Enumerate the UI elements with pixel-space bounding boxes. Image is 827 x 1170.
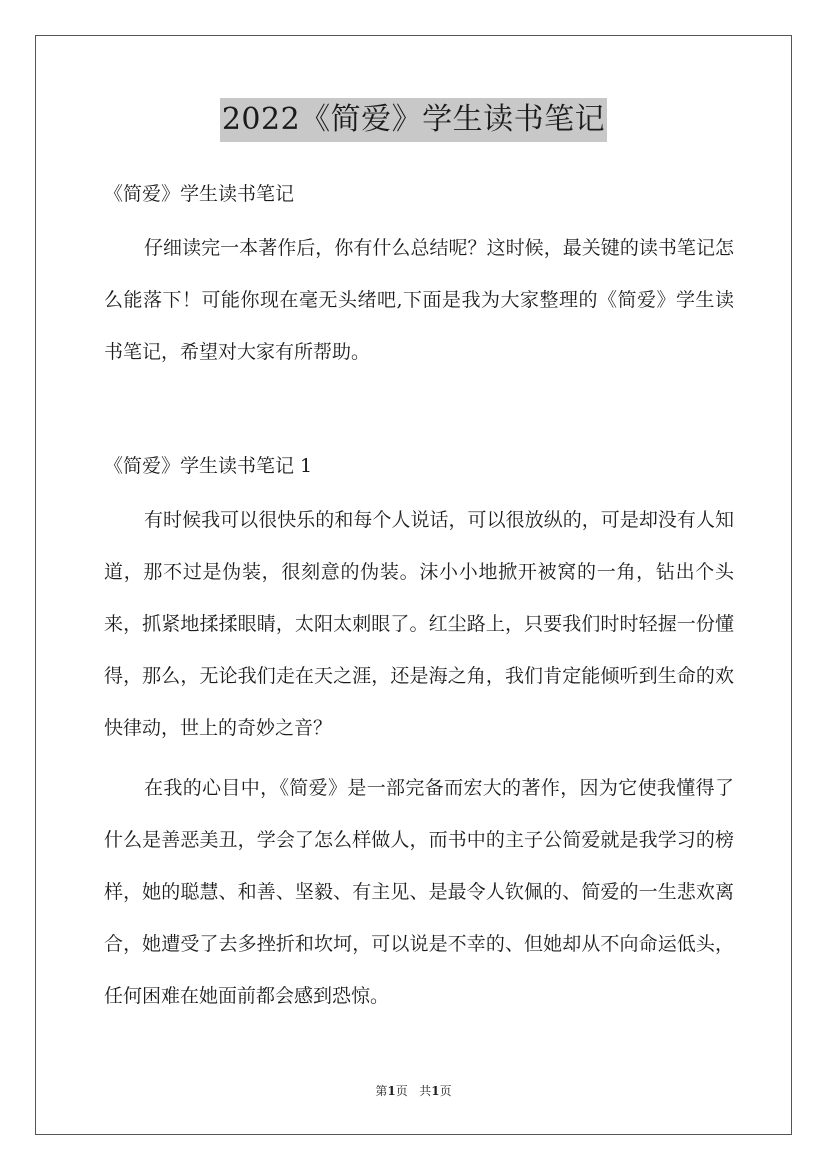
page-footer bbox=[0, 1082, 827, 1100]
footer-total-suffix: 页 bbox=[439, 1084, 452, 1098]
document-title: 2022《简爱》学生读书笔记 bbox=[220, 98, 607, 142]
section-heading: 《简爱》学生读书笔记 1 bbox=[104, 455, 313, 477]
body-paragraph-1: 有时候我可以很快乐的和每个人说话，可以很放纵的，可是却没有人知道，那不过是伪装，很刻意的伪装。沫小小地掀开被窝的一角，钻出个头来，抓紧地揉揉眼睛，太阳太刺眼了。红尘路上，只要我们时时轻握一份懂得，那么，无论我们走在天之涯，还是海之角，我们肯定能倾听到生命的欢快律动，世上的奇妙之音？ bbox=[104, 509, 734, 739]
footer-page-number: 1 bbox=[387, 1084, 396, 1098]
footer-page-prefix: 第 bbox=[375, 1084, 388, 1098]
footer-page-suffix: 页 bbox=[395, 1084, 408, 1098]
title-container bbox=[0, 98, 827, 142]
footer-total-pages: 1 bbox=[431, 1084, 440, 1098]
body-paragraph-2: 在我的心目中，《简爱》是一部完备而宏大的著作，因为它使我懂得了什么是善恶美丑，学会了怎么样做人，而书中的主子公简爱就是我学习的榜样，她的聪慧、和善、坚毅、有主见、是最令人钦佩的、简爱的一生悲欢离合，她遭受了去多挫折和坎坷，可以说是不幸的、但她却从不向命运低头，任何困难在她面前都会感到恐惊。 bbox=[104, 777, 734, 1007]
document-subtitle: 《简爱》学生读书笔记 bbox=[104, 183, 295, 205]
footer-total-prefix: 共 bbox=[419, 1084, 432, 1098]
intro-paragraph: 仔细读完一本著作后，你有什么总结呢？这时候，最关键的读书笔记怎么能落下！可能你现在毫无头绪吧,下面是我为大家整理的《简爱》学生读书笔记，希望对大家有所帮助。 bbox=[104, 237, 734, 363]
